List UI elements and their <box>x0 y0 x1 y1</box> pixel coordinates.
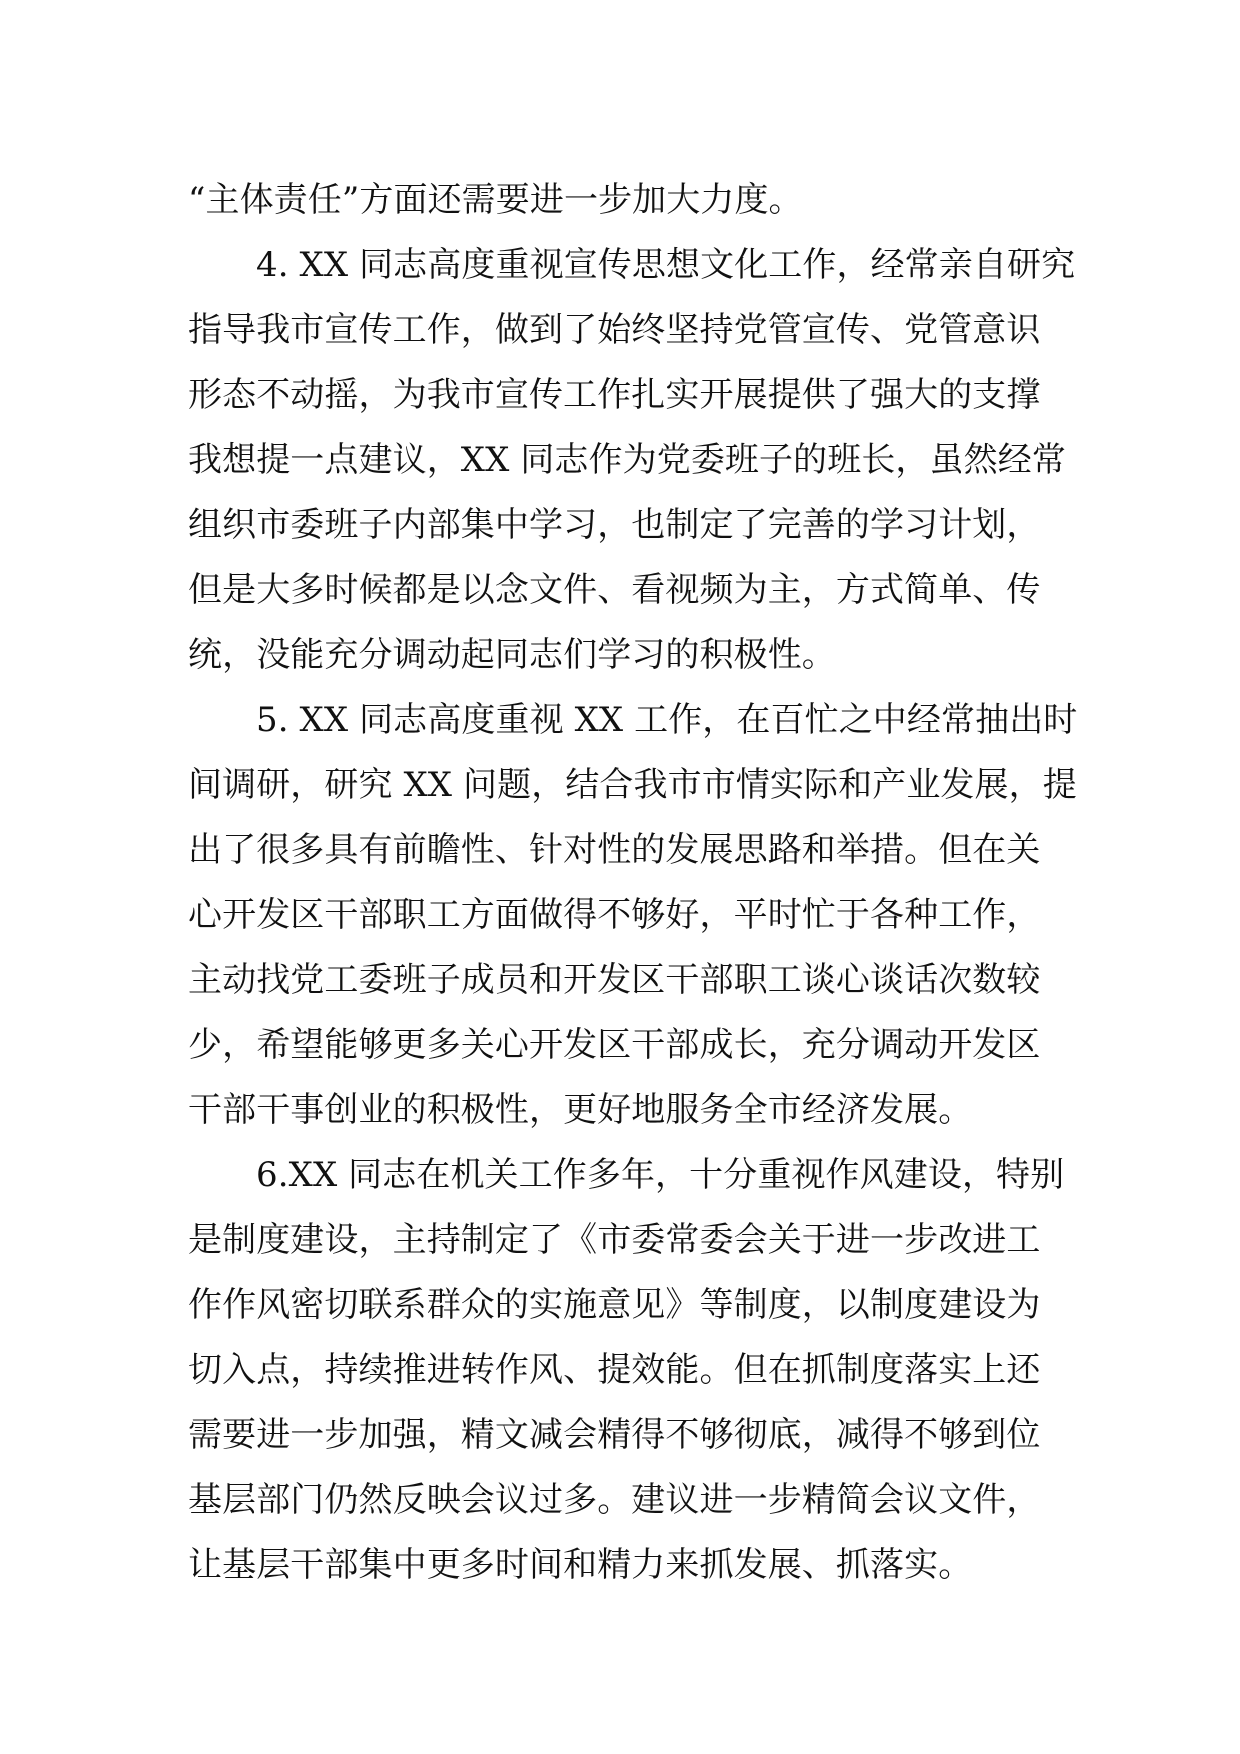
paragraph-line: “主体责任”方面还需要进一步加大力度。 <box>188 180 803 220</box>
paragraph-line: 心开发区干部职工方面做得不够好，平时忙于各种工作， <box>188 895 1041 935</box>
document-body <box>188 168 1078 1598</box>
paragraph-line: 主动找党工委班子成员和开发区干部职工谈心谈话次数较 <box>188 960 1041 1000</box>
paragraph-line: 出了很多具有前瞻性、针对性的发展思路和举措。但在关 <box>188 830 1041 870</box>
paragraph-line: 需要进一步加强，精文减会精得不够彻底，减得不够到位 <box>188 1415 1041 1455</box>
paragraph-line: 但是大多时候都是以念文件、看视频为主，方式简单、传 <box>188 570 1041 610</box>
paragraph-5-start: 5. XX 同志高度重视 XX 工作，在百忙之中经常抽出时 <box>256 700 1078 740</box>
paragraph-line: 形态不动摇，为我市宣传工作扎实开展提供了强大的支撑 <box>188 375 1041 415</box>
paragraph-line: 统，没能充分调动起同志们学习的积极性。 <box>188 635 836 675</box>
paragraph-line: 间调研，研究 XX 问题，结合我市市情实际和产业发展，提 <box>188 765 1077 805</box>
paragraph-line: 是制度建设，主持制定了《市委常委会关于进一步改进工 <box>188 1220 1041 1260</box>
paragraph-6-start: 6.XX 同志在机关工作多年，十分重视作风建设，特别 <box>256 1155 1065 1195</box>
paragraph-line: 基层部门仍然反映会议过多。建议进一步精简会议文件， <box>188 1480 1041 1520</box>
paragraph-line: 我想提一点建议，XX 同志作为党委班子的班长，虽然经常 <box>188 440 1066 480</box>
paragraph-line: 少，希望能够更多关心开发区干部成长，充分调动开发区 <box>188 1025 1041 1065</box>
paragraph-line: 作作风密切联系群众的实施意见》等制度，以制度建设为 <box>188 1285 1041 1325</box>
paragraph-line: 组织市委班子内部集中学习，也制定了完善的学习计划， <box>188 505 1041 545</box>
paragraph-4-start: 4. XX 同志高度重视宣传思想文化工作，经常亲自研究 <box>256 245 1076 285</box>
paragraph-line: 让基层干部集中更多时间和精力来抓发展、抓落实。 <box>188 1545 973 1585</box>
paragraph-line: 干部干事创业的积极性，更好地服务全市经济发展。 <box>188 1090 973 1130</box>
paragraph-line: 指导我市宣传工作，做到了始终坚持党管宣传、党管意识 <box>188 310 1041 350</box>
paragraph-line: 切入点，持续推进转作风、提效能。但在抓制度落实上还 <box>188 1350 1041 1390</box>
